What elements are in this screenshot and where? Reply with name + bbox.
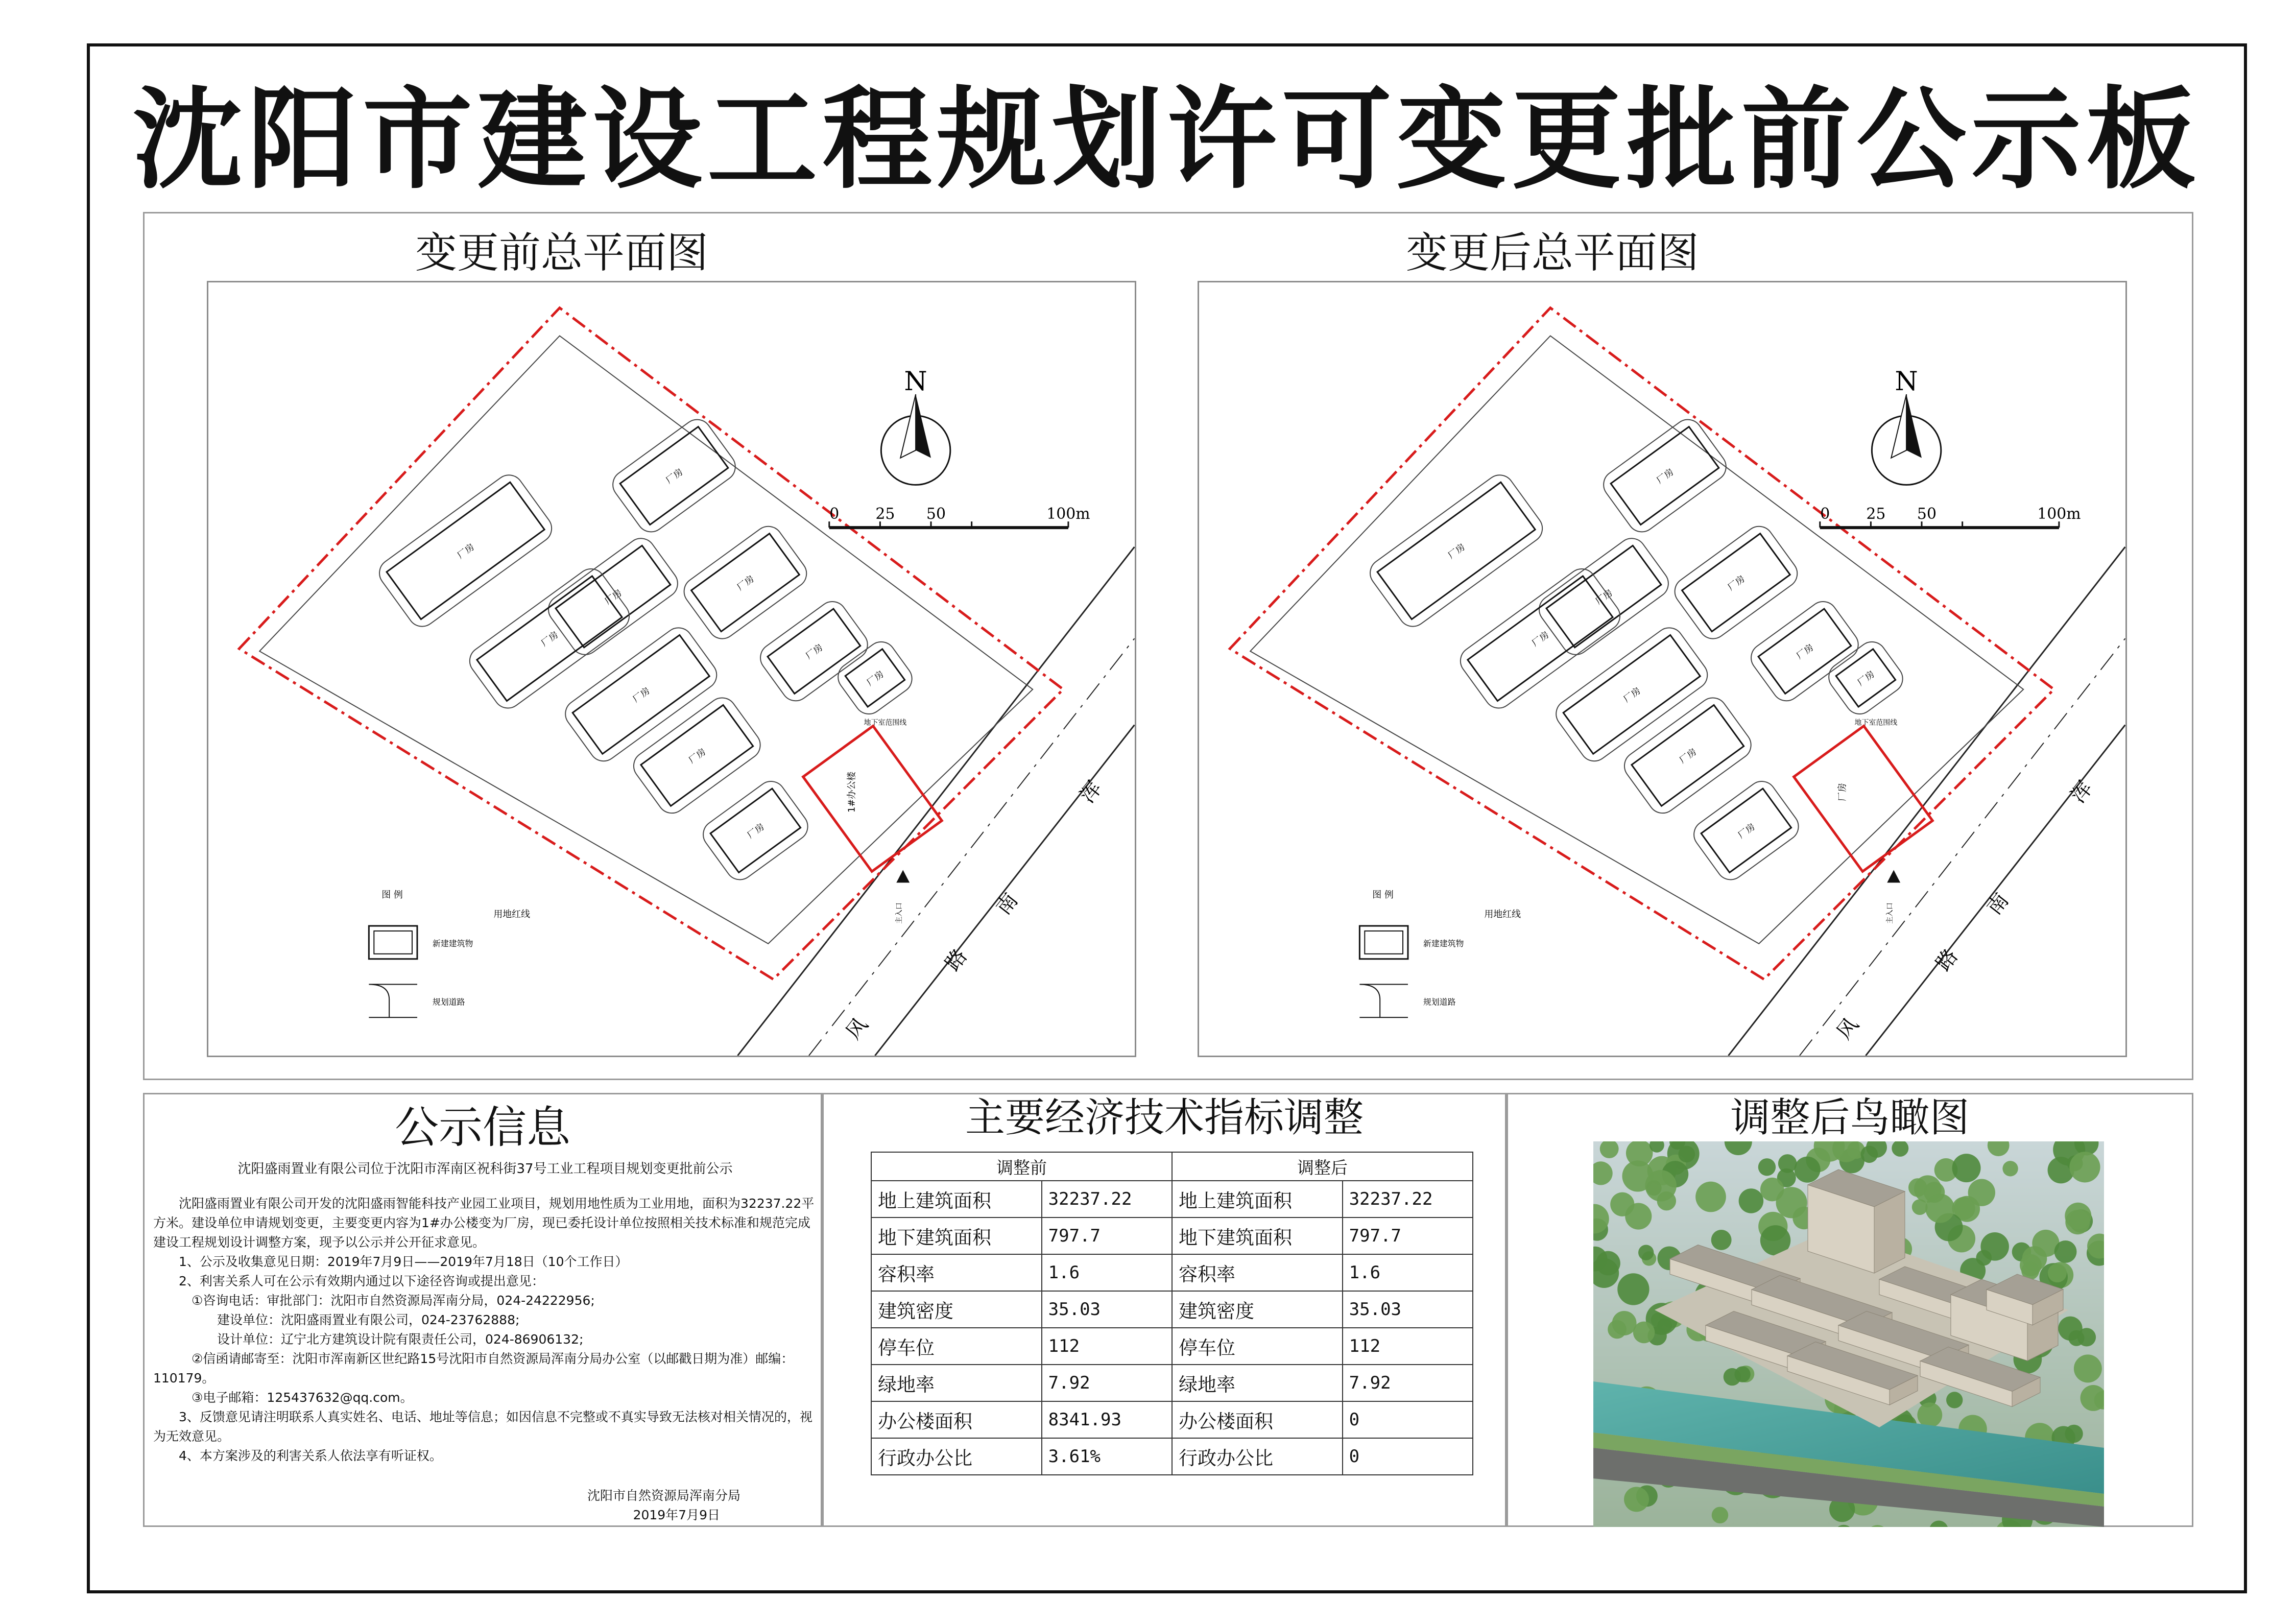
scale-label: 25	[875, 505, 895, 523]
basement-label: 地下室范围线	[1854, 719, 1898, 727]
road-name-char: 风	[841, 1013, 873, 1044]
value-after: 32237.22	[1343, 1181, 1473, 1217]
tree-canopy	[1952, 1154, 1981, 1182]
after-plan-title: 变更后总平面图	[1405, 229, 1699, 277]
tree-canopy	[1695, 1182, 1726, 1212]
notice-paragraph: ①咨询电话：审批部门：沈阳市自然资源局浑南分局，024-24222956;	[192, 1293, 595, 1308]
redline-label: 用地红线	[493, 909, 531, 920]
entrance-arrow-icon	[1887, 870, 1900, 882]
notice-paragraph: ③电子邮箱：125437632@qq.com。	[192, 1390, 413, 1405]
scale-label: 0	[829, 505, 840, 523]
column-header-after: 调整后	[1172, 1152, 1473, 1181]
value-before: 7.92	[1042, 1365, 1172, 1401]
scale-label: 50	[1917, 505, 1937, 523]
scale-label: 25	[1866, 505, 1886, 523]
aerial-heading: 调整后鸟瞰图	[1730, 1095, 1970, 1141]
value-after: 0	[1343, 1401, 1473, 1438]
tree-canopy	[1610, 1192, 1634, 1216]
notice-paragraph: 4、本方案涉及的利害关系人依法享有听证权。	[179, 1448, 442, 1463]
notice-subtitle: 沈阳盛雨置业有限公司位于沈阳市浑南区祝科街37号工业工程项目规划变更批前公示	[237, 1161, 733, 1177]
value-after: 1.6	[1343, 1254, 1473, 1291]
tree-canopy	[2074, 1354, 2102, 1382]
table-row	[871, 1365, 1473, 1401]
tree-canopy	[1724, 1368, 1741, 1386]
indicators-table	[871, 1152, 1473, 1475]
redline-label: 用地红线	[1484, 909, 1521, 920]
building-label: 厂房	[1795, 642, 1816, 662]
tree-canopy	[1711, 1230, 1732, 1250]
tree-canopy	[2048, 1263, 2067, 1282]
tree-canopy	[1976, 1250, 1992, 1266]
building-label: 厂房	[1678, 746, 1699, 766]
indicator-label: 地上建筑面积	[871, 1181, 1042, 1217]
legend-title: 图 例	[1372, 890, 1394, 901]
north-arrow-icon	[1906, 394, 1922, 458]
notice-paragraph: 设计单位：辽宁北方建筑设计院有限责任公司，024-86906132;	[217, 1332, 584, 1347]
value-after: 7.92	[1343, 1365, 1473, 1401]
tree-canopy	[1678, 1146, 1695, 1163]
north-label: N	[904, 366, 927, 397]
table-row	[871, 1291, 1473, 1328]
indicator-label: 地下建筑面积	[1172, 1217, 1343, 1254]
indicator-label: 容积率	[1172, 1254, 1343, 1291]
after-site-plan	[1198, 281, 2127, 1057]
indicator-label: 停车位	[871, 1328, 1042, 1365]
legend-title: 图 例	[381, 890, 403, 901]
before-plan-drawing	[208, 282, 1135, 1056]
notice-paragraph: 沈阳盛雨置业有限公司开发的沈阳盛雨智能科技产业园工业项目，规划用地性质为工业用地，面积为32237.22平方米。建设单位申请规划变更，主要变更内容为1#办公楼变为厂房，现已委托设计单位按照相关技术标准和规范完成建设工程规划设计调整方案，现予以公示并公开征求意见。	[153, 1196, 815, 1250]
tree-canopy	[2069, 1152, 2100, 1182]
tree-canopy	[1861, 1145, 1878, 1163]
indicators-table-body	[871, 1181, 1473, 1475]
road-name-char: 风	[1832, 1013, 1863, 1044]
tree-canopy	[2065, 1210, 2090, 1234]
road-name-char: 浑	[2066, 777, 2097, 807]
value-after: 112	[1343, 1328, 1473, 1365]
legend-road-swatch	[1359, 985, 1408, 1018]
legend-item-label: 新建建筑物	[1423, 938, 1464, 948]
legend-building-swatch-inner	[1365, 931, 1403, 954]
indicator-label: 地上建筑面积	[1172, 1181, 1343, 1217]
building-label: 厂房	[804, 642, 825, 662]
value-after: 797.7	[1343, 1217, 1473, 1254]
tree-canopy	[2002, 1161, 2018, 1176]
indicator-label: 绿地率	[871, 1365, 1042, 1401]
before-office-label: 1#办公楼	[846, 771, 857, 813]
tree-canopy	[2058, 1317, 2082, 1341]
basement-label: 地下室范围线	[864, 719, 907, 727]
indicator-label: 办公楼面积	[871, 1401, 1042, 1438]
notice-paragraph: 2、利害关系人可在公示有效期内通过以下途径咨询或提出意见：	[179, 1274, 544, 1288]
indicator-label: 行政办公比	[1172, 1438, 1343, 1475]
tree-canopy	[1712, 1507, 1728, 1523]
table-header-row	[871, 1152, 1473, 1181]
aerial-view-image	[1593, 1141, 2104, 1527]
indicators-heading: 主要经济技术指标调整	[965, 1095, 1364, 1141]
building-label: 厂房	[539, 629, 561, 649]
before-plan-title: 变更前总平面图	[415, 229, 708, 277]
building-label: 厂房	[735, 573, 756, 593]
building-label: 厂房	[1655, 466, 1676, 486]
tree-canopy	[1925, 1193, 1954, 1223]
value-before: 1.6	[1042, 1254, 1172, 1291]
north-label: N	[1895, 366, 1918, 397]
scale-label: 0	[1820, 505, 1830, 523]
legend-item-label: 规划道路	[1423, 997, 1456, 1007]
notice-heading: 公示信息	[395, 1102, 570, 1153]
road-center-line	[809, 638, 1134, 1056]
indicator-label: 停车位	[1172, 1328, 1343, 1365]
tree-canopy	[1946, 1392, 1963, 1408]
value-before: 32237.22	[1042, 1181, 1172, 1217]
building-label: 厂房	[865, 668, 886, 688]
scale-label: 50	[926, 505, 946, 523]
north-arrow-icon	[916, 394, 931, 458]
north-arrow-icon	[900, 394, 916, 458]
building-label: 厂房	[745, 821, 767, 841]
notice-issuer: 沈阳市自然资源局浑南分局	[587, 1488, 740, 1503]
after-office-label: 厂房	[1837, 783, 1848, 801]
entrance-arrow-icon	[896, 870, 910, 882]
tree-canopy	[2054, 1240, 2077, 1263]
tree-canopy	[1633, 1322, 1655, 1344]
tree-canopy	[1617, 1273, 1649, 1305]
aerial-rendering	[1593, 1141, 2104, 1527]
tree-canopy	[1638, 1245, 1654, 1260]
building-label: 厂房	[664, 466, 685, 486]
basement-outline	[1794, 726, 1933, 872]
tree-canopy	[1739, 1188, 1763, 1213]
tree-canopy	[1760, 1178, 1784, 1201]
table-row	[871, 1254, 1473, 1291]
legend-item-label: 新建建筑物	[432, 938, 473, 948]
road-name-char: 南	[1982, 889, 2014, 919]
road-name-char: 路	[941, 944, 972, 975]
notice-paragraph: 3、反馈意见请注明联系人真实姓名、电话、地址等信息；如因信息不完整或不真实导致无法核对相关情况的，视为无效意见。	[153, 1410, 812, 1444]
legend-road-swatch	[369, 985, 417, 1018]
column-header-before: 调整前	[871, 1152, 1172, 1181]
tree-canopy	[1645, 1170, 1677, 1202]
building-label: 厂房	[631, 685, 652, 705]
entrance-label: 主入口	[1886, 902, 1895, 924]
building-label: 厂房	[603, 587, 624, 607]
value-after: 35.03	[1343, 1291, 1473, 1328]
building-label: 厂房	[1736, 821, 1757, 841]
road-center-line	[1800, 638, 2125, 1056]
table-row	[871, 1328, 1473, 1365]
building-label: 厂房	[1621, 685, 1643, 705]
building-label: 厂房	[1726, 573, 1747, 593]
notice-body	[153, 1159, 817, 1525]
legend-building-swatch-inner	[374, 931, 412, 954]
value-after: 0	[1343, 1438, 1473, 1475]
entrance-label: 主入口	[895, 902, 904, 924]
notice-paragraph: 1、公示及收集意见日期：2019年7月9日——2019年7月18日（10个工作日）	[179, 1254, 628, 1269]
indicator-label: 地下建筑面积	[871, 1217, 1042, 1254]
tree-canopy	[1795, 1157, 1821, 1183]
north-arrow-icon	[1891, 394, 1906, 458]
page-title: 沈阳市建设工程规划许可变更批前公示板	[133, 75, 2201, 204]
building-label: 厂房	[1530, 629, 1551, 649]
indicator-label: 绿地率	[1172, 1365, 1343, 1401]
value-before: 112	[1042, 1328, 1172, 1365]
value-before: 3.61%	[1042, 1438, 1172, 1475]
indicator-label: 建筑密度	[1172, 1291, 1343, 1328]
indicator-label: 容积率	[871, 1254, 1042, 1291]
table-row	[871, 1217, 1473, 1254]
table-row	[871, 1438, 1473, 1475]
tree-canopy	[1657, 1319, 1672, 1333]
building-label: 厂房	[1446, 541, 1468, 561]
notice-date: 2019年7月9日	[633, 1508, 720, 1522]
tree-canopy	[2065, 1425, 2083, 1443]
building-label: 厂房	[687, 746, 708, 766]
road-name-char: 南	[991, 889, 1023, 919]
before-site-plan	[207, 281, 1136, 1057]
basement-outline	[803, 726, 942, 872]
scale-label: 100m	[1046, 505, 1090, 523]
indicator-label: 建筑密度	[871, 1291, 1042, 1328]
value-before: 35.03	[1042, 1291, 1172, 1328]
table-row	[871, 1181, 1473, 1217]
road-name-char: 路	[1931, 944, 1963, 975]
notice-paragraph: ②信函请邮寄至：沈阳市浑南新区世纪路15号沈阳市自然资源局浑南分局办公室（以邮戳日期为准）邮编：110179。	[153, 1351, 794, 1386]
building-label: 厂房	[455, 541, 477, 561]
tree-canopy	[1917, 1402, 1942, 1427]
building-label: 厂房	[1855, 668, 1877, 688]
tree-canopy	[1608, 1320, 1627, 1339]
value-before: 797.7	[1042, 1217, 1172, 1254]
indicator-label: 行政办公比	[871, 1438, 1042, 1475]
table-row	[871, 1401, 1473, 1438]
site-redline	[239, 308, 1063, 980]
site-redline	[1230, 308, 2054, 980]
building-label: 厂房	[1593, 587, 1615, 607]
value-before: 8341.93	[1042, 1401, 1172, 1438]
road-name-char: 浑	[1075, 777, 1107, 807]
notice-paragraph: 建设单位：沈阳盛雨置业有限公司，024-23762888;	[217, 1312, 520, 1327]
legend-item-label: 规划道路	[432, 997, 465, 1007]
tree-canopy	[1758, 1158, 1776, 1176]
scale-label: 100m	[2037, 505, 2081, 523]
after-plan-drawing	[1199, 282, 2125, 1056]
tree-canopy	[1624, 1487, 1649, 1512]
indicator-label: 办公楼面积	[1172, 1401, 1343, 1438]
